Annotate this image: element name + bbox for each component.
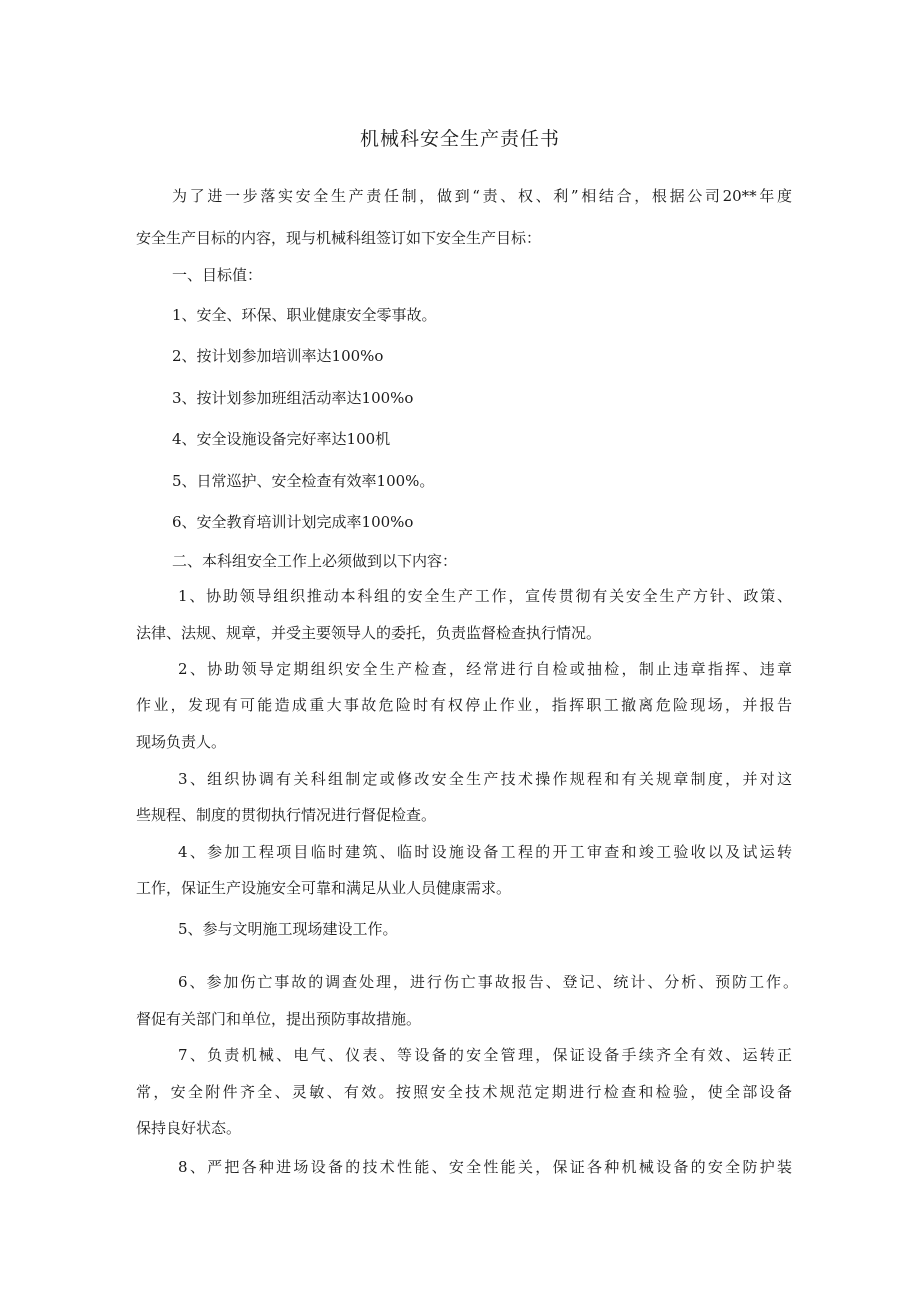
target-item-3: 3、按计划参加班组活动率达100%o — [172, 389, 414, 407]
duty-4-line-1: 4、参加工程项目临时建筑、临时设施设备工程的开工审查和竣工验收以及试运转 — [178, 843, 792, 861]
duty-1-line-2: 法律、法规、规章，并受主要领导人的委托，负责监督检查执行情况。 — [136, 624, 602, 642]
duty-7-line-2: 常，安全附件齐全、灵敏、有效。按照安全技术规范定期进行检查和检验，使全部设备 — [136, 1083, 792, 1101]
intro-line-1: 为了进一步落实安全生产责任制，做到“责、权、利”相结合，根据公司20**年度 — [172, 187, 792, 205]
duty-5-line-1: 5、参与文明施工现场建设工作。 — [178, 920, 398, 938]
duty-2-line-1: 2、协助领导定期组织安全生产检查，经常进行自检或抽检，制止违章指挥、违章 — [178, 660, 792, 678]
section-1-heading: 一、目标值： — [172, 266, 263, 284]
target-item-1: 1、安全、环保、职业健康安全零事故。 — [172, 306, 437, 324]
intro-line-2: 安全生产目标的内容，现与机械科组签订如下安全生产目标： — [136, 229, 542, 247]
duty-7-line-1: 7、负责机械、电气、仪表、等设备的安全管理，保证设备手续齐全有效、运转正 — [178, 1046, 792, 1064]
duty-6-line-2: 督促有关部门和单位，提出预防事故措施。 — [136, 1010, 422, 1028]
duty-2-line-2: 作业，发现有可能造成重大事故危险时有权停止作业，指挥职工撤离危险现场，并报告 — [136, 696, 792, 714]
target-item-5: 5、日常巡护、安全检查有效率100%。 — [172, 472, 435, 490]
duty-6-line-1: 6、参加伤亡事故的调查处理，进行伤亡事故报告、登记、统计、分析、预防工作。 — [178, 973, 798, 991]
target-item-6: 6、安全教育培训计划完成率100%o — [172, 513, 414, 531]
duty-2-line-3: 现场负责人。 — [136, 733, 227, 751]
duty-3-line-2: 些规程、制度的贯彻执行情况进行督促检查。 — [136, 806, 437, 824]
document-title: 机械科安全生产责任书 — [359, 128, 560, 150]
duty-3-line-1: 3、组织协调有关科组制定或修改安全生产技术操作规程和有关规章制度，并对这 — [178, 770, 792, 788]
target-item-4: 4、安全设施设备完好率达100机 — [172, 430, 391, 448]
target-item-2: 2、按计划参加培训率达100%o — [172, 347, 384, 365]
section-2-heading: 二、本科组安全工作上必须做到以下内容： — [172, 552, 458, 570]
duty-8-line-1: 8、严把各种进场设备的技术性能、安全性能关，保证各种机械设备的安全防护装 — [178, 1158, 792, 1176]
duty-4-line-2: 工作，保证生产设施安全可靠和满足从业人员健康需求。 — [136, 879, 512, 897]
duty-1-line-1: 1、协助领导组织推动本科组的安全生产工作，宣传贯彻有关安全生产方针、政策、 — [178, 587, 792, 605]
duty-7-line-3: 保持良好状态。 — [136, 1119, 242, 1137]
